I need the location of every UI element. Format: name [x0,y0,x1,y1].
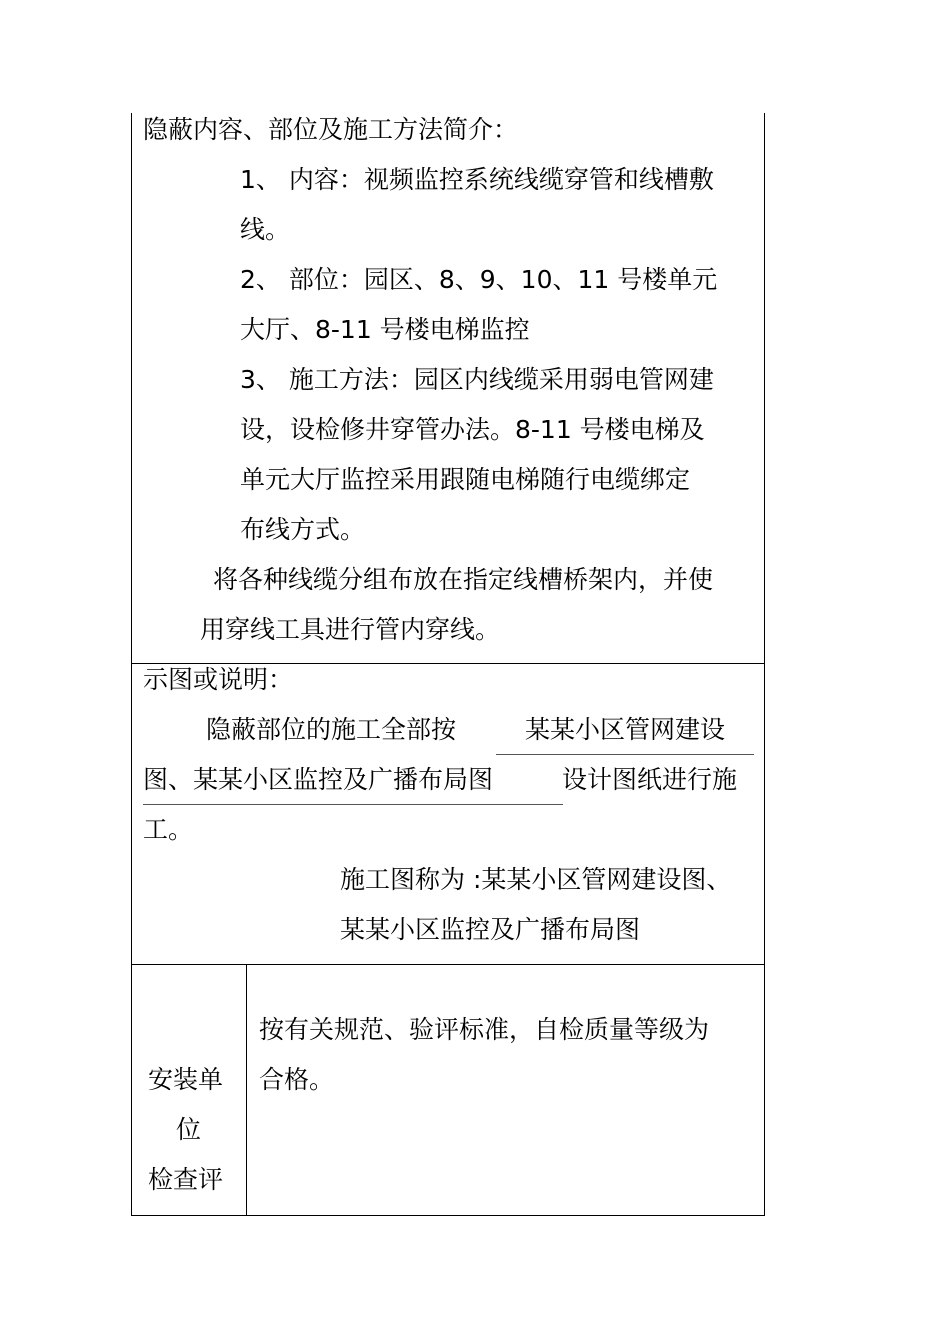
column-divider [246,964,247,1216]
inspection-result-cont: 合格。 [259,1065,335,1094]
label-installer-unit: 安装单 [148,1065,224,1094]
list-item-content-cont: 线。 [240,215,291,244]
drawing-name-underlined-2: 图、某某小区监控及广播布局图 [143,765,494,794]
list-item-location: 2、 部位：园区、8、9、10、11 号楼单元 [240,265,718,294]
underline-2 [143,804,563,805]
list-item-method-cont-2: 单元大厅监控采用跟随电梯随行电缆绑定 [240,465,691,494]
drawing-names-cont: 某某小区监控及广播布局图 [340,915,641,944]
section-heading-diagram: 示图或说明： [143,665,294,694]
row-divider-2 [131,964,765,965]
list-item-method: 3、 施工方法：园区内线缆采用弱电管网建 [240,365,714,394]
row-divider-1 [131,663,765,664]
drawing-names: 施工图称为 :某某小区管网建设图、 [340,865,732,894]
list-item-method-cont-1: 设，设检修井穿管办法。8-11 号楼电梯及 [240,415,705,444]
list-item-method-cont-3: 布线方式。 [240,515,366,544]
section-heading-concealed-content: 隐蔽内容、部位及施工方法简介： [143,115,519,144]
explanation-suffix: 设计图纸进行施 [562,765,738,794]
list-item-content: 1、 内容：视频监控系统线缆穿管和线槽敷 [240,165,714,194]
explanation-prefix: 隐蔽部位的施工全部按 [206,715,457,744]
drawing-name-underlined-1: 某某小区管网建设 [525,715,726,744]
label-installer-unit-cont: 位 [176,1115,202,1144]
paragraph-cabling: 将各种线缆分组布放在指定线槽桥架内，并使 [213,565,714,594]
list-item-location-cont: 大厅、8-11 号楼电梯监控 [240,315,530,344]
underline-1 [496,754,754,755]
inspection-result: 按有关规范、验评标准，自检质量等级为 [259,1015,710,1044]
label-inspection: 检查评 [148,1165,224,1194]
explanation-end: 工。 [143,815,194,844]
paragraph-cabling-cont: 用穿线工具进行管内穿线。 [200,615,501,644]
